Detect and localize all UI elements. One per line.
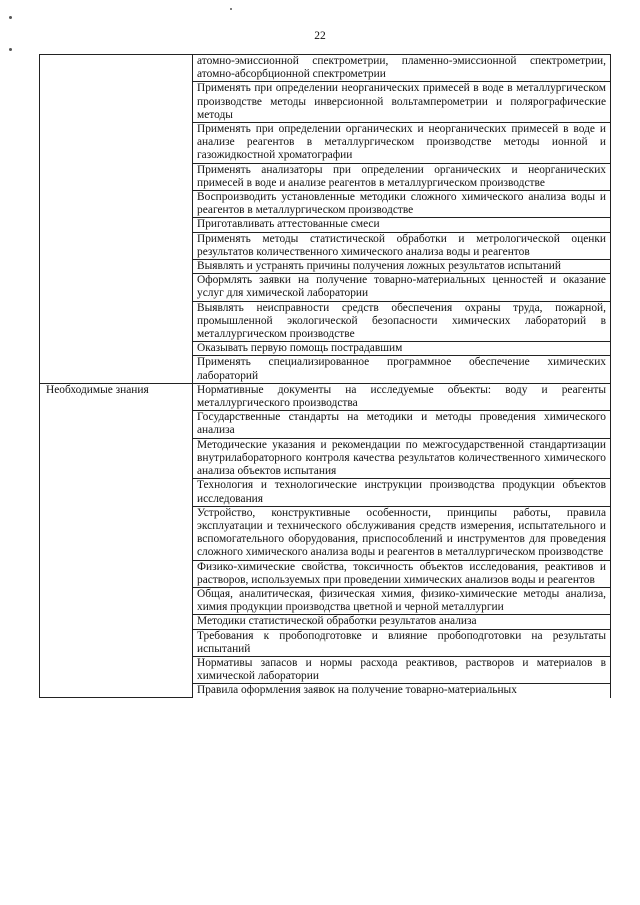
table-cell: Оказывать первую помощь пострадавшим (193, 342, 611, 356)
table-cell: Применять при определении органических и неорганических примесей в воде и анализе реагентов в металлургическом производстве методы ионной и газожидкостной хроматографии (193, 123, 611, 164)
table-cell: Методические указания и рекомендации по межгосударственной стандартизации внутрилабораторного контроля качества результатов количественного химического анализа объектов испытания (193, 438, 611, 479)
table-cell: Общая, аналитическая, физическая химия, физико-химические методы анализа, химия продукции производства цветной и черной металлургии (193, 587, 611, 614)
table-cell: Применять методы статистической обработки и метрологической оценки результатов количественного химического анализа воды и реагентов (193, 232, 611, 259)
table-row (40, 55, 611, 82)
section-label-skills (40, 55, 193, 384)
table-row (40, 383, 611, 410)
scan-speck (230, 8, 232, 10)
table-cell: Требования к пробоподготовке и влияние пробоподготовки на результаты испытаний (193, 629, 611, 656)
table-cell: Устройство, конструктивные особенности, принципы работы, правила эксплуатации и технического обслуживания средств измерения, испытательного и вспомогательного оборудования, приспособлений и инструментов для проведения сложного химического анализа воды и реагентов в металлургическом производстве (193, 506, 611, 560)
table-cell: Технология и технологические инструкции производства продукции объектов исследования (193, 479, 611, 506)
skills-section (40, 55, 611, 384)
scan-speck (9, 48, 12, 51)
page-number: 22 (314, 30, 326, 42)
table-cell: Физико-химические свойства, токсичность объектов исследования, реактивов и растворов, используемых при проведении химических анализов воды и реагентов (193, 560, 611, 587)
knowledge-section (40, 383, 611, 697)
table-cell: Приготавливать аттестованные смеси (193, 218, 611, 232)
table-cell: Применять анализаторы при определении органических и неорганических примесей в воде и анализе реагентов в металлургическом производстве (193, 163, 611, 190)
table-cell: Нормативы запасов и нормы расхода реактивов, растворов и материалов в химической лаборатории (193, 656, 611, 683)
table-cell: Применять при определении неорганических примесей в воде в металлургическом производстве методы инверсионной вольтамперометрии и полярографические методы (193, 82, 611, 123)
competency-table (39, 54, 611, 698)
scan-speck (9, 16, 12, 19)
table-cell: Государственные стандарты на методики и методы проведения химического анализа (193, 411, 611, 438)
table-cell: Нормативные документы на исследуемые объекты: воду и реагенты металлургического производства (193, 383, 611, 410)
table-cell: Воспроизводить установленные методики сложного химического анализа воды и реагентов в металлургическом производстве (193, 191, 611, 218)
table-cell: Методики статистической обработки результатов анализа (193, 615, 611, 629)
table-cell: Оформлять заявки на получение товарно-материальных ценностей и оказание услуг для химической лаборатории (193, 274, 611, 301)
table-cell: Правила оформления заявок на получение товарно-материальных (193, 684, 611, 698)
table-cell: Выявлять неисправности средств обеспечения охраны труда, пожарной, промышленной экологической безопасности химических лабораторий в металлургическом производстве (193, 301, 611, 342)
section-label-knowledge: Необходимые знания (40, 383, 193, 697)
table-cell: атомно-эмиссионной спектрометрии, пламенно-эмиссионной спектрометрии, атомно-абсорбционной спектрометрии (193, 55, 611, 82)
table-cell: Выявлять и устранять причины получения ложных результатов испытаний (193, 260, 611, 274)
table-cell: Применять специализированное программное обеспечение химических лабораторий (193, 356, 611, 383)
